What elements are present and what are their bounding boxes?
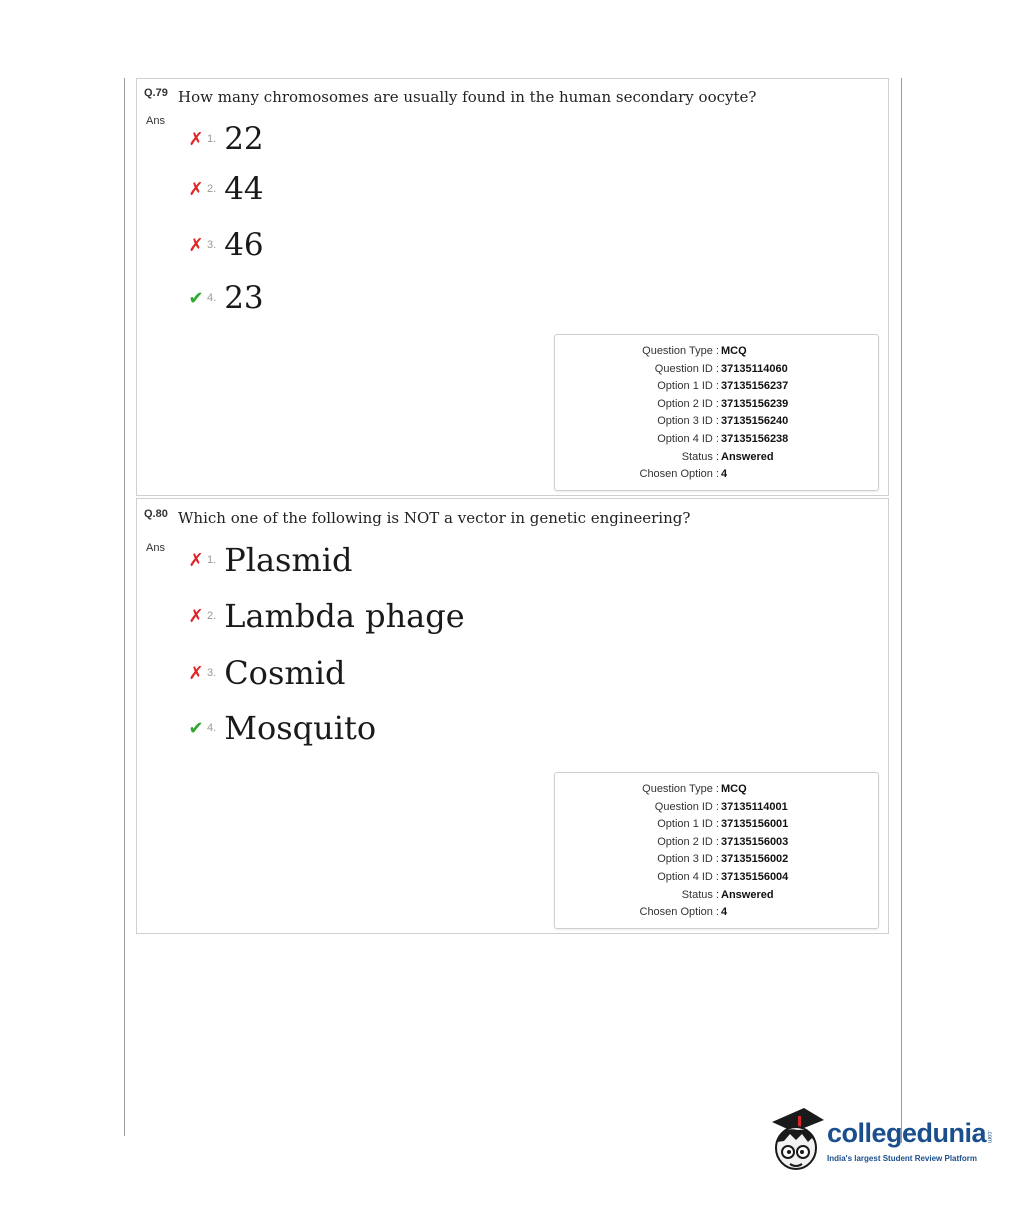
cross-icon: ✗ (188, 129, 204, 149)
meta-row (555, 904, 878, 922)
meta-value: 37135156239 (721, 397, 789, 410)
meta-value: 37135156237 (721, 380, 789, 393)
meta-label: Status : (681, 888, 719, 901)
collegedunia-logo (768, 1104, 998, 1174)
option-1 (187, 541, 353, 579)
meta-label: Question Type : (642, 783, 719, 795)
meta-value: 37135156238 (721, 432, 789, 445)
meta-label: Option 3 ID : (657, 415, 719, 428)
option-number: 3. (207, 239, 217, 251)
option-2 (187, 171, 264, 207)
option-4 (187, 280, 264, 316)
meta-label: Question ID : (654, 362, 719, 375)
option-text: 46 (224, 227, 264, 263)
meta-row (555, 781, 878, 799)
option-text: 44 (224, 171, 264, 207)
meta-value: 37135156240 (721, 415, 789, 428)
meta-value: 37135156004 (721, 870, 789, 883)
option-number: 4. (207, 292, 217, 304)
option-number: 1. (207, 133, 217, 145)
option-text: Mosquito (224, 709, 377, 747)
option-4 (187, 709, 376, 747)
answer-label: Ans (146, 542, 165, 554)
meta-label: Question Type : (642, 345, 719, 357)
check-icon: ✔ (188, 718, 204, 738)
meta-label: Option 2 ID : (657, 397, 719, 410)
meta-value: 4 (721, 906, 728, 919)
option-2 (187, 597, 465, 635)
meta-value: 4 (721, 468, 728, 481)
option-text: 22 (224, 121, 264, 157)
meta-row (555, 834, 878, 852)
question-number: Q.80 (144, 508, 168, 520)
brand-name: collegedunia (827, 1118, 987, 1148)
meta-row (555, 396, 878, 414)
meta-value: MCQ (721, 345, 747, 357)
option-text: 23 (224, 280, 264, 316)
meta-value: 37135114060 (721, 362, 788, 375)
question-number: Q.79 (144, 87, 168, 99)
meta-row (555, 466, 878, 484)
meta-label: Chosen Option : (639, 468, 719, 481)
meta-row (555, 887, 878, 905)
page-border-left (124, 78, 125, 1136)
meta-label: Status : (681, 450, 719, 463)
meta-value: 37135156003 (721, 835, 789, 848)
option-text: Plasmid (224, 541, 353, 579)
option-3 (187, 654, 345, 692)
meta-row (555, 449, 878, 467)
meta-label: Chosen Option : (639, 906, 719, 919)
meta-row (555, 869, 878, 887)
meta-value: Answered (721, 888, 774, 901)
meta-value: Answered (721, 450, 774, 463)
check-icon: ✔ (188, 288, 204, 308)
option-3 (187, 227, 264, 263)
question-text: Which one of the following is NOT a vector in genetic engineering? (178, 509, 691, 527)
question-card (136, 78, 889, 496)
meta-label: Option 2 ID : (657, 835, 719, 848)
cross-icon: ✗ (188, 550, 204, 570)
option-number: 2. (207, 183, 217, 195)
meta-row (555, 378, 878, 396)
meta-label: Option 4 ID : (657, 870, 719, 883)
cross-icon: ✗ (188, 663, 204, 683)
meta-row (555, 343, 878, 361)
meta-row (555, 361, 878, 379)
cross-icon: ✗ (188, 179, 204, 199)
option-number: 3. (207, 667, 217, 679)
meta-row (555, 816, 878, 834)
option-text: Lambda phage (224, 597, 465, 635)
meta-label: Option 4 ID : (657, 432, 719, 445)
option-number: 1. (207, 554, 217, 566)
meta-value: 37135156002 (721, 853, 789, 866)
question-meta-panel (554, 772, 879, 929)
option-text: Cosmid (224, 654, 346, 692)
meta-row (555, 431, 878, 449)
question-meta-panel (554, 334, 879, 491)
question-text: How many chromosomes are usually found in the human secondary oocyte? (178, 88, 757, 106)
option-number: 4. (207, 722, 217, 734)
cross-icon: ✗ (188, 235, 204, 255)
answer-label: Ans (146, 115, 165, 127)
option-number: 2. (207, 610, 217, 622)
meta-value: 37135114001 (721, 800, 788, 813)
mascot-icon (768, 1104, 824, 1174)
meta-label: Option 1 ID : (657, 818, 719, 831)
meta-row (555, 799, 878, 817)
page-border-right (901, 78, 902, 1143)
meta-value: MCQ (721, 783, 747, 795)
option-1 (187, 121, 264, 157)
brand-suffix: .com (986, 1130, 992, 1144)
brand-tagline: India's largest Student Review Platform (827, 1154, 977, 1163)
question-card (136, 498, 889, 934)
meta-row (555, 851, 878, 869)
meta-label: Option 1 ID : (657, 380, 719, 393)
meta-label: Option 3 ID : (657, 853, 719, 866)
meta-label: Question ID : (654, 800, 719, 813)
cross-icon: ✗ (188, 606, 204, 626)
meta-row (555, 413, 878, 431)
meta-value: 37135156001 (721, 818, 789, 831)
